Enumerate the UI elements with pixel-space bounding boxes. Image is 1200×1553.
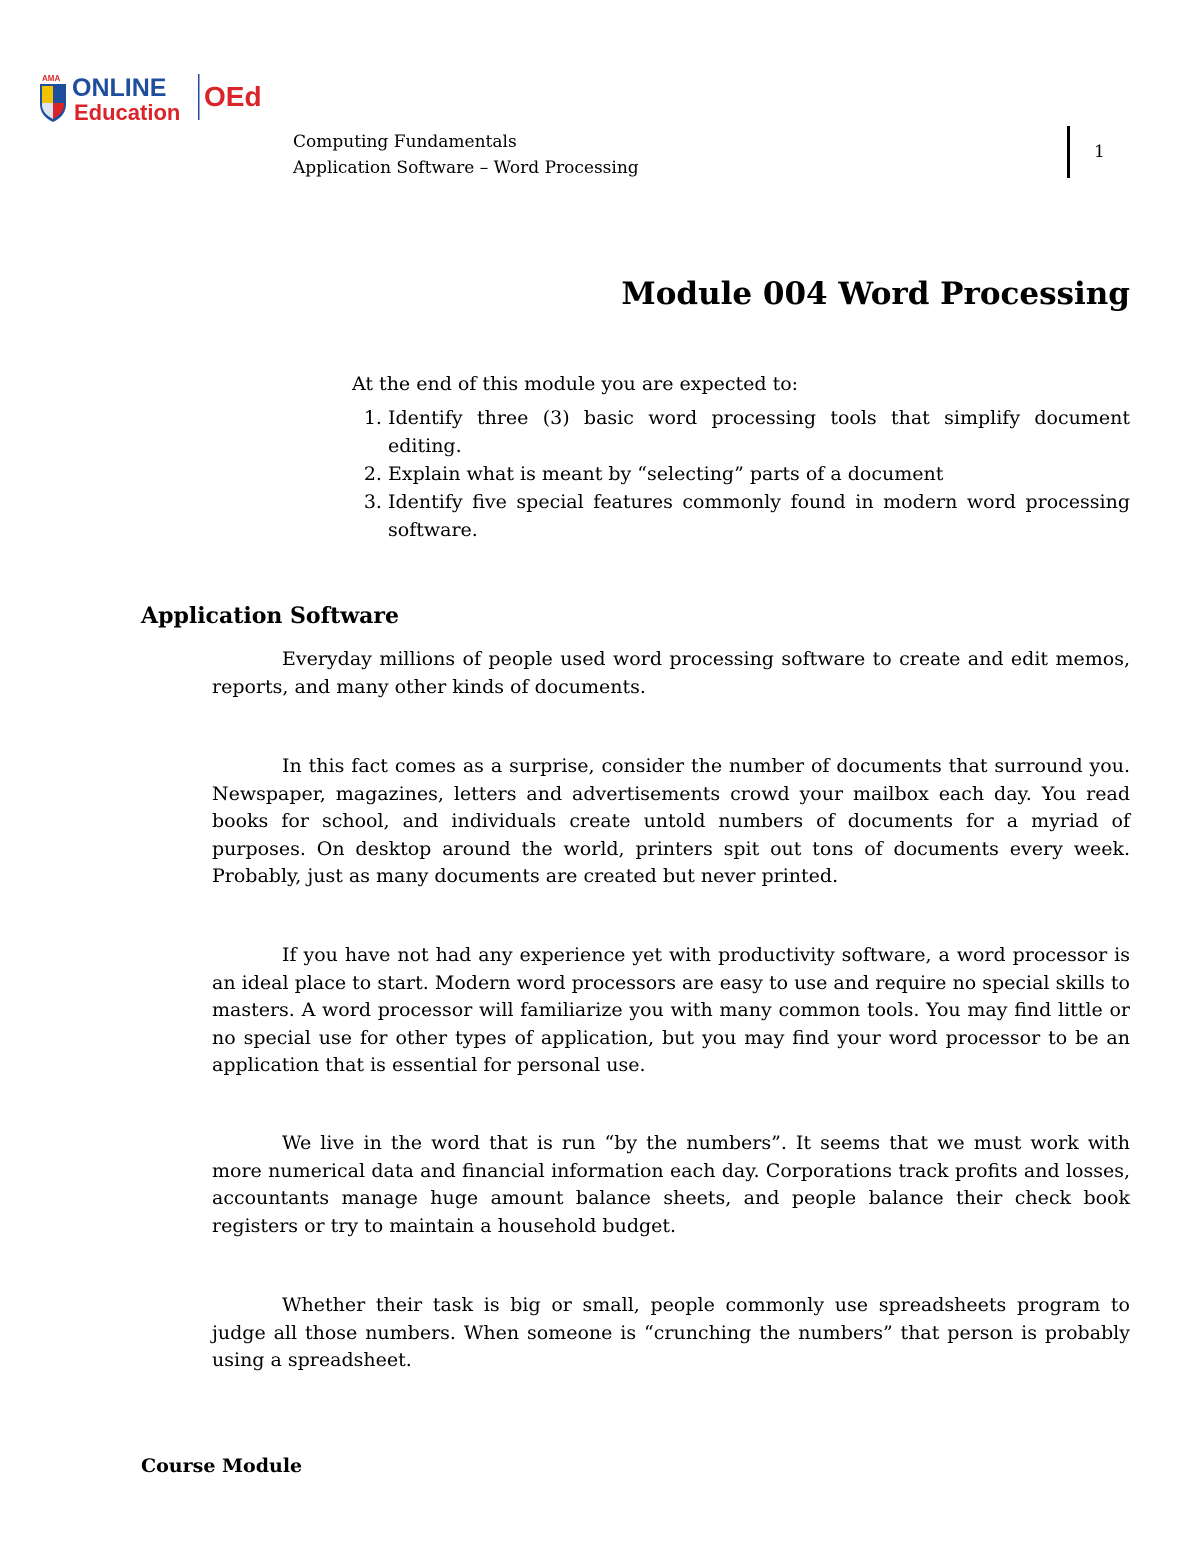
body-paragraph: Whether their task is big or small, people commonly use spreadsheets program to judge all those numbers. When someone is “crunching the numbers” that person is probably using a spreadsheet. xyxy=(212,1294,1130,1371)
logo-badge-text: AMA xyxy=(42,74,61,83)
logo-oed-text: OEd xyxy=(204,81,262,112)
body-paragraph: If you have not had any experience yet with productivity software, a word processor is an ideal place to start. Modern word processors are easy to use and require no special skills to masters. A word processor will familiarize you with many common tools. You may find little or no special use for other types of application, but you may find your word processor to be an application that is essential for personal use. xyxy=(212,944,1130,1076)
section-heading: Application Software xyxy=(141,603,400,629)
body-paragraph: We live in the word that is run “by the numbers”. It seems that we must work with more numerical data and financial information each day. Corporations track profits and losses, accountants manage huge amount balance sheets, and people balance their check book registers or try to maintain a household budget. xyxy=(212,1132,1130,1237)
logo-online-text: ONLINE xyxy=(72,74,167,102)
objective-item: 3. Identify five special features commonly found in modern word processing software. xyxy=(388,488,1130,544)
header-course: Computing Fundamentals xyxy=(293,132,517,152)
header-subtitle: Application Software – Word Processing xyxy=(293,158,639,178)
objectives-intro: At the end of this module you are expected to: xyxy=(352,373,799,395)
body-paragraph: Everyday millions of people used word processing software to create and edit memos, reports, and many other kinds of documents. xyxy=(212,648,1130,698)
module-title: Module 004 Word Processing xyxy=(621,276,1130,312)
body-paragraph: In this fact comes as a surprise, consider the number of documents that surround you. Newspaper, magazines, letters and advertisements crowd your mailbox each day. You read books for school, and individuals create untold numbers of documents for a myriad of purposes. On desktop around the world, printers spit out tons of documents every week. Probably, just as many documents are created but never printed. xyxy=(212,755,1130,887)
footer-label: Course Module xyxy=(141,1455,303,1477)
logo-divider xyxy=(198,74,200,120)
objective-item: 1. Identify three (3) basic word processing tools that simplify document editing. xyxy=(388,404,1130,460)
logo-education-text: Education xyxy=(74,100,181,125)
page-number: 1 xyxy=(1094,142,1105,162)
objectives-list xyxy=(352,404,1130,544)
shield-icon xyxy=(40,84,66,122)
objective-item: 2. Explain what is meant by “selecting” parts of a document xyxy=(388,460,1130,488)
header-divider xyxy=(1067,126,1070,178)
learning-objectives xyxy=(352,370,1130,544)
online-education-logo xyxy=(36,70,276,126)
running-header xyxy=(293,129,639,181)
